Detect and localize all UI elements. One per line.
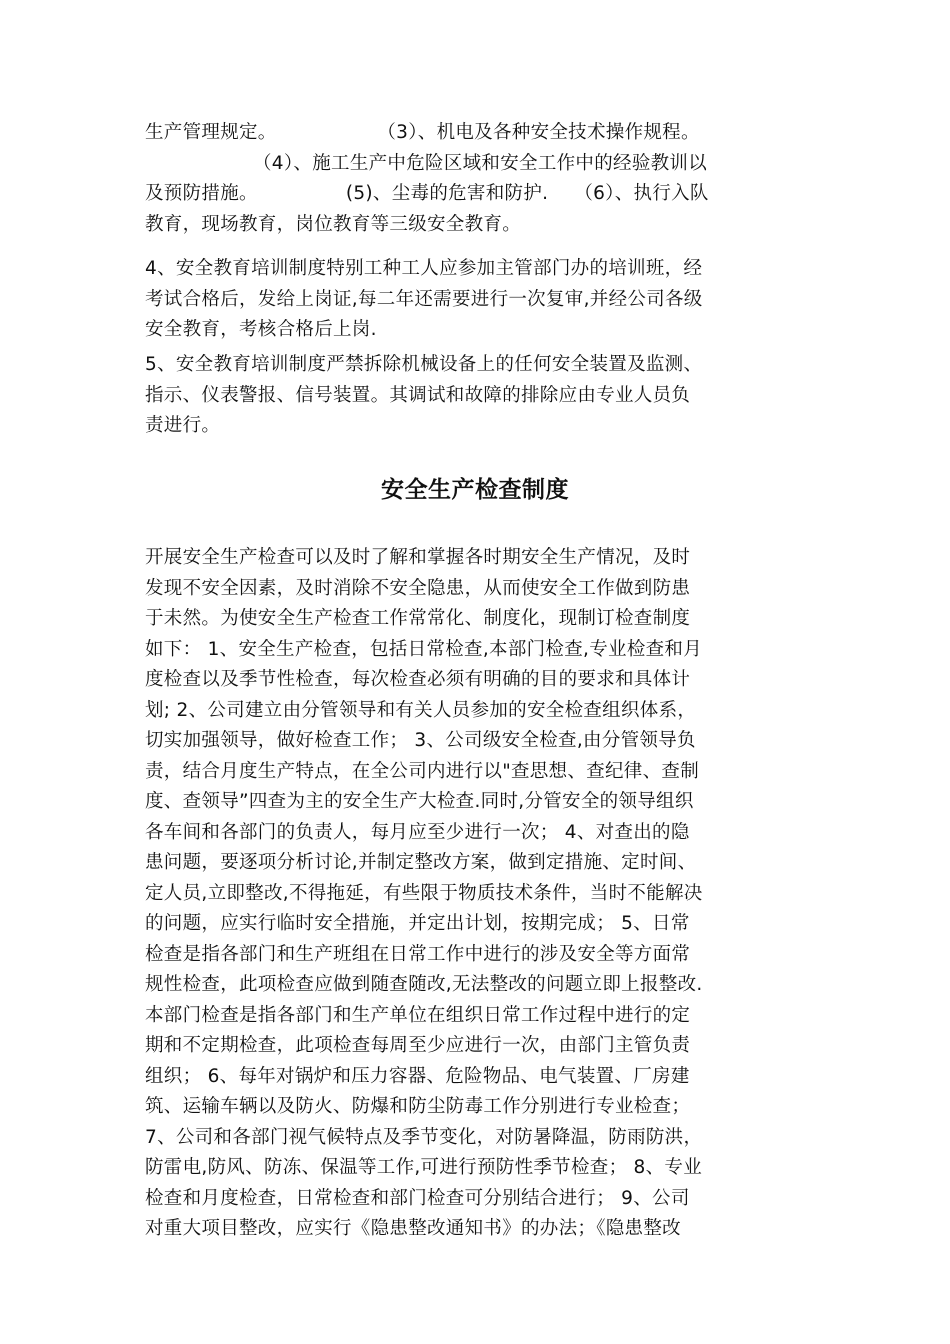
text-line: 筑、运输车辆以及防火、防爆和防尘防毒工作分别进行专业检查； bbox=[145, 1096, 691, 1117]
text-line bbox=[145, 118, 810, 149]
text-line: 划; 2、公司建立由分管领导和有关人员参加的安全检查组织体系， bbox=[145, 699, 697, 721]
text-line bbox=[145, 210, 810, 241]
text-line: 4、安全教育培训制度特别工种工人应参加主管部门办的培训班，经 bbox=[145, 258, 703, 279]
text-line: 患问题，要逐项分析讨论,并制定整改方案，做到定措施、定时间、 bbox=[145, 852, 697, 873]
text-segment: 生产管理规定。 bbox=[145, 122, 277, 143]
text-line: 度检查以及季节性检查，每次检查必须有明确的目的要求和具体计 bbox=[145, 669, 691, 690]
text-line: 组织； 6、每年对锅炉和压力容器、危险物品、电气装置、厂房建 bbox=[145, 1065, 690, 1087]
text-segment: 及预防措施。 bbox=[145, 183, 258, 204]
text-line: 本部门检查是指各部门和生产单位在组织日常工作过程中进行的定 bbox=[145, 1004, 691, 1026]
text-segment: 教育，现场教育，岗位教育等三级安全教育。 bbox=[145, 213, 522, 235]
text-line: 度、查领导”四查为主的安全生产大检查.同时,分管安全的领导组织 bbox=[145, 791, 694, 812]
text-segment: （4）、施工生产中危险区域和安全工作中的经验教训以 bbox=[253, 152, 708, 174]
text-line: 如下： 1、安全生产检查，包括日常检查,本部门检查,专业检查和月 bbox=[145, 638, 703, 660]
text-line: 安全教育，考核合格后上岗. bbox=[145, 319, 377, 340]
text-line: 开展安全生产检查可以及时了解和掌握各时期安全生产情况，及时 bbox=[145, 547, 691, 568]
text-line bbox=[145, 149, 810, 180]
text-line: 防雷电,防风、防冻、保温等工作,可进行预防性季节检查； 8、专业 bbox=[145, 1157, 703, 1178]
text-line: 切实加强领导，做好检查工作； 3、公司级安全检查,由分管领导负 bbox=[145, 730, 696, 751]
text-line: 指示、仪表警报、信号装置。其调试和故障的排除应由专业人员负 bbox=[145, 384, 691, 406]
text-segment: （3）、机电及各种安全技术操作规程。 bbox=[386, 122, 700, 143]
text-line: 规性检查，此项检查应做到随查随改,无法整改的问题立即上报整改. bbox=[145, 974, 703, 995]
text-line: 检查和月度检查，日常检查和部门检查可分别结合进行； 9、公司 bbox=[145, 1187, 690, 1209]
text-line: 责进行。 bbox=[145, 415, 221, 436]
text-line: 责，结合月度生产特点，在全公司内进行以"查思想、查纪律、查制 bbox=[145, 760, 700, 782]
text-line: 5、安全教育培训制度严禁拆除机械设备上的任何安全装置及监测、 bbox=[145, 354, 703, 375]
paragraph-4 bbox=[145, 254, 810, 346]
text-line: 定人员,立即整改,不得拖延，有些限于物质技术条件，当时不能解决 bbox=[145, 882, 703, 904]
text-segment: （6）、执行入队 bbox=[574, 183, 709, 204]
text-segment: (5)、尘毒的危害和防护. bbox=[345, 183, 549, 204]
text-line: 发现不安全因素，及时消除不安全隐患，从而使安全工作做到防患 bbox=[145, 577, 691, 599]
text-line bbox=[145, 179, 810, 210]
text-line: 对重大项目整改，应实行《隐患整改通知书》的办法；《隐患整改 bbox=[145, 1218, 681, 1239]
text-line: 于未然。为使安全生产检查工作常常化、制度化，现制订检查制度 bbox=[145, 608, 691, 629]
training-items-paragraph bbox=[145, 118, 810, 240]
text-line: 的问题，应实行临时安全措施，并定出计划，按期完成； 5、日常 bbox=[145, 913, 690, 934]
section-body bbox=[145, 543, 810, 1245]
paragraph-5 bbox=[145, 350, 810, 442]
text-line: 期和不定期检查，此项检查每周至少应进行一次，由部门主管负责 bbox=[145, 1035, 691, 1056]
text-line: 检查是指各部门和生产班组在日常工作中进行的涉及安全等方面常 bbox=[145, 943, 691, 965]
text-line: 7、公司和各部门视气候特点及季节变化，对防暑降温，防雨防洪， bbox=[145, 1126, 703, 1148]
text-line: 考试合格后，发给上岗证,每二年还需要进行一次复审,并经公司各级 bbox=[145, 288, 703, 310]
text-line: 各车间和各部门的负责人，每月应至少进行一次； 4、对查出的隐 bbox=[145, 821, 690, 843]
section-title: 安全生产检查制度 bbox=[381, 477, 569, 503]
